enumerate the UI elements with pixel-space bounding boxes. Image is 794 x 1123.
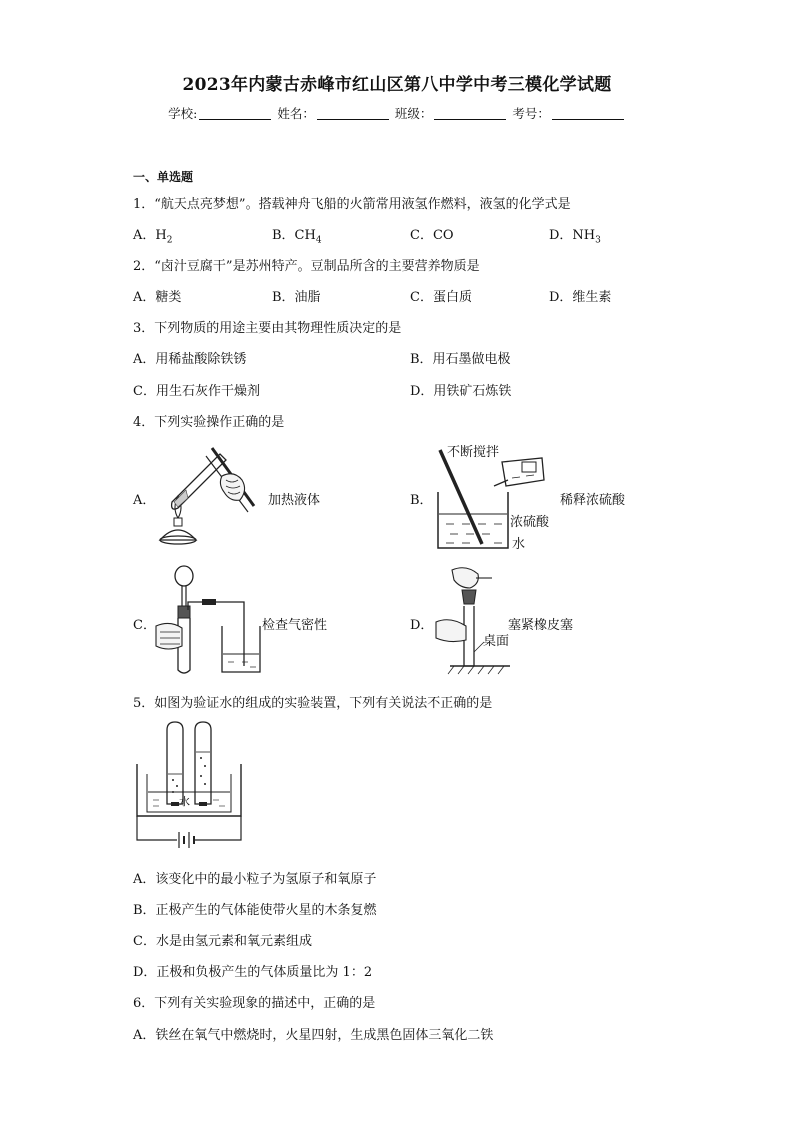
q5-option-b[interactable]: B．正极产生的气体能使带火星的木条复燃 xyxy=(133,903,377,918)
fig-d-desk-label: 桌面 xyxy=(483,634,510,649)
q6-option-a[interactable]: A．铁丝在氧气中燃烧时，火星四射，生成黑色固体三氧化二铁 xyxy=(133,1028,494,1043)
fig-c-label: 检查气密性 xyxy=(262,618,328,633)
number-label: 考号： xyxy=(512,106,550,121)
name-label: 姓名： xyxy=(277,106,315,121)
q2-option-d[interactable]: D．维生素 xyxy=(549,290,612,305)
fig-b-acid-label: 浓硫酸 xyxy=(510,515,550,530)
airtightness-figure xyxy=(152,562,264,678)
school-label: 学校: xyxy=(168,106,198,121)
section-heading: 一、单选题 xyxy=(133,170,194,184)
q4-option-d[interactable]: D． xyxy=(410,618,434,633)
q3-option-d[interactable]: D．用铁矿石炼铁 xyxy=(410,384,512,399)
q6-stem: 6．下列有关实验现象的描述中，正确的是 xyxy=(133,996,376,1011)
q3-option-a[interactable]: A．用稀盐酸除铁锈 xyxy=(133,352,247,367)
q1-stem: 1．“航天点亮梦想”。搭载神舟飞船的火箭常用液氢作燃料，液氢的化学式是 xyxy=(133,197,571,212)
q4-option-b[interactable]: B． xyxy=(410,493,433,508)
q3-option-b[interactable]: B．用石墨做电极 xyxy=(410,352,511,367)
q2-option-c[interactable]: C．蛋白质 xyxy=(410,290,472,305)
q5-option-d[interactable]: D．正极和负极产生的气体质量比为 1：2 xyxy=(133,965,373,980)
fig-b-water-label: 水 xyxy=(512,537,526,552)
q3-stem: 3．下列物质的用途主要由其物理性质决定的是 xyxy=(133,321,402,336)
fig-b-label: 稀释浓硫酸 xyxy=(560,493,626,508)
q5-stem: 5．如图为验证水的组成的实验装置，下列有关说法不正确的是 xyxy=(133,696,493,711)
class-blank[interactable] xyxy=(434,107,506,120)
number-blank[interactable] xyxy=(552,107,624,120)
school-blank[interactable] xyxy=(199,107,271,120)
fig-a-label: 加热液体 xyxy=(268,493,321,508)
q1-option-d[interactable]: D．$NH_3$ xyxy=(549,228,601,246)
fig-b-stir-label: 不断搅拌 xyxy=(447,445,500,460)
fig-d-label: 塞紧橡皮塞 xyxy=(508,618,574,633)
q5-option-a[interactable]: A．该变化中的最小粒子为氢原子和氧原子 xyxy=(133,872,377,887)
q2-stem: 2．“卤汁豆腐干”是苏州特产。豆制品所含的主要营养物质是 xyxy=(133,259,480,274)
class-label: 班级： xyxy=(394,106,433,121)
heating-liquid-figure xyxy=(150,440,270,552)
page-title: 2023年内蒙古赤峰市红山区第八中学中考三模化学试题 xyxy=(182,75,612,95)
student-info-line xyxy=(0,104,794,122)
rubber-stopper-figure xyxy=(430,562,510,678)
q1-option-b[interactable]: B．$CH_4$ xyxy=(272,228,322,246)
electrolysis-figure xyxy=(133,718,245,848)
q2-option-b[interactable]: B．油脂 xyxy=(272,290,321,305)
q1-option-c[interactable]: C．CO xyxy=(410,228,454,243)
q2-option-a[interactable]: A．糖类 xyxy=(133,290,182,305)
q4-option-c[interactable]: C． xyxy=(133,618,156,633)
fig-water-label: 水 xyxy=(179,795,190,808)
q5-option-c[interactable]: C．水是由氢元素和氧元素组成 xyxy=(133,934,312,949)
q1-option-a[interactable]: A．$H_2$ xyxy=(133,228,173,246)
q3-option-c[interactable]: C．用生石灰作干燥剂 xyxy=(133,384,260,399)
q4-stem: 4．下列实验操作正确的是 xyxy=(133,415,285,430)
name-blank[interactable] xyxy=(317,107,389,120)
q4-option-a[interactable]: A． xyxy=(133,493,156,508)
